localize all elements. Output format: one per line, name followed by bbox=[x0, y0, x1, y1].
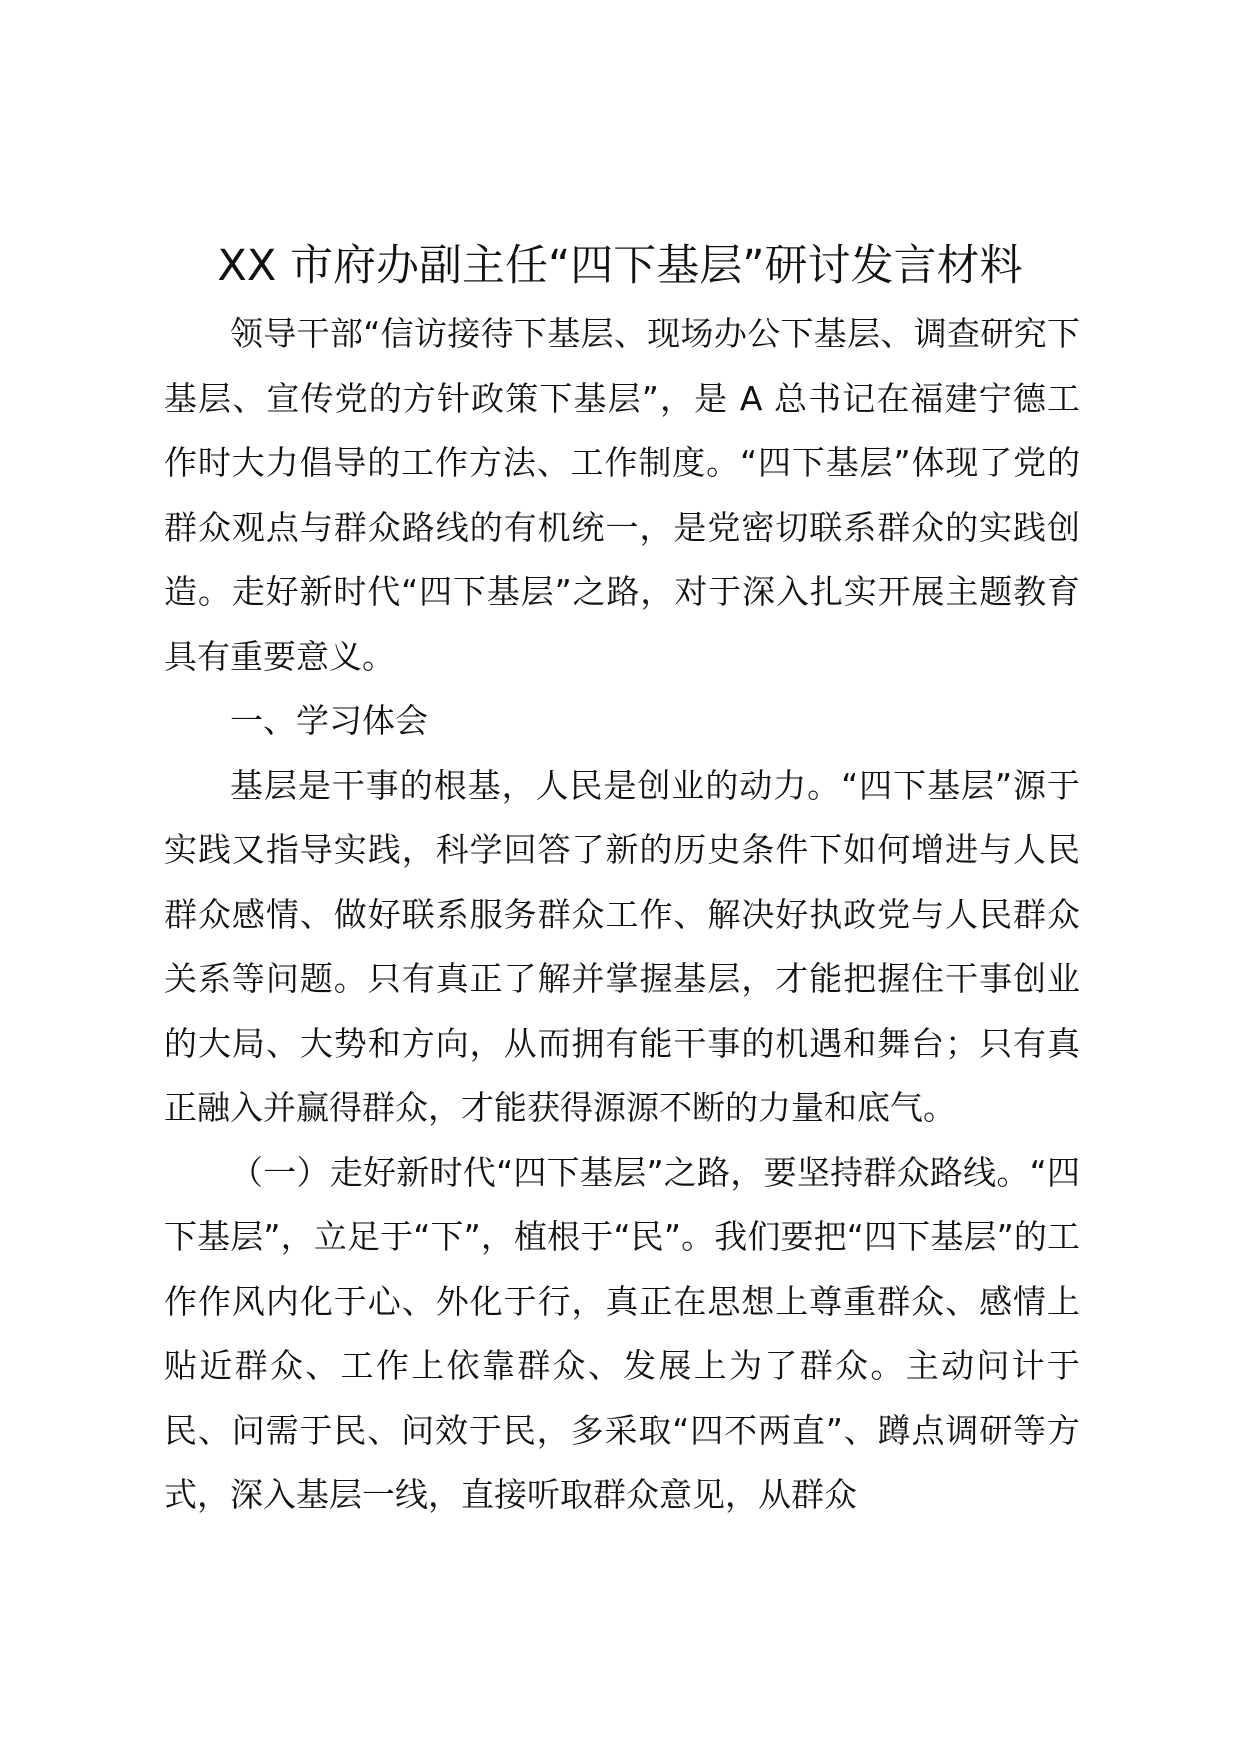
subsection-paragraph: （一）走好新时代“四下基层”之路，要坚持群众路线。“四下基层”，立足于“下”，植根于“民”。我们要把“四下基层”的工作作风内化于心、外化于行，真正在思想上尊重群众、感情上贴近群众、工作上依靠群众、发展上为了群众。主动问计于民、问需于民、问效于民，多采取“四不两直”、蹲点调研等方式，深入基层一线，直接听取群众意见，从群众 bbox=[164, 1152, 1080, 1514]
document-title: XX 市府办副主任“四下基层”研讨发言材料 bbox=[217, 241, 1023, 291]
section-heading: 一、学习体会 bbox=[230, 701, 428, 740]
body-paragraph: 基层是干事的根基，人民是创业的动力。“四下基层”源于实践又指导实践，科学回答了新的历史条件下如何增进与人民群众感情、做好联系服务群众工作、解决好执政党与人民群众关系等问题。只有真正了解并掌握基层，才能把握住干事创业的大局、大势和方向，从而拥有能干事的机遇和舞台；只有真正融入并赢得群众，才能获得源源不断的力量和底气。 bbox=[164, 765, 1080, 1127]
intro-paragraph: 领导干部“信访接待下基层、现场办公下基层、调查研究下基层、宣传党的方针政策下基层”，是 A 总书记在福建宁德工作时大力倡导的工作方法、工作制度。“四下基层”体现了党的群众观点与群众路线的有机统一，是党密切联系群众的实践创造。走好新时代“四下基层”之路，对于深入扎实开展主题教育具有重要意义。 bbox=[164, 314, 1080, 676]
document-body bbox=[164, 302, 1080, 1528]
